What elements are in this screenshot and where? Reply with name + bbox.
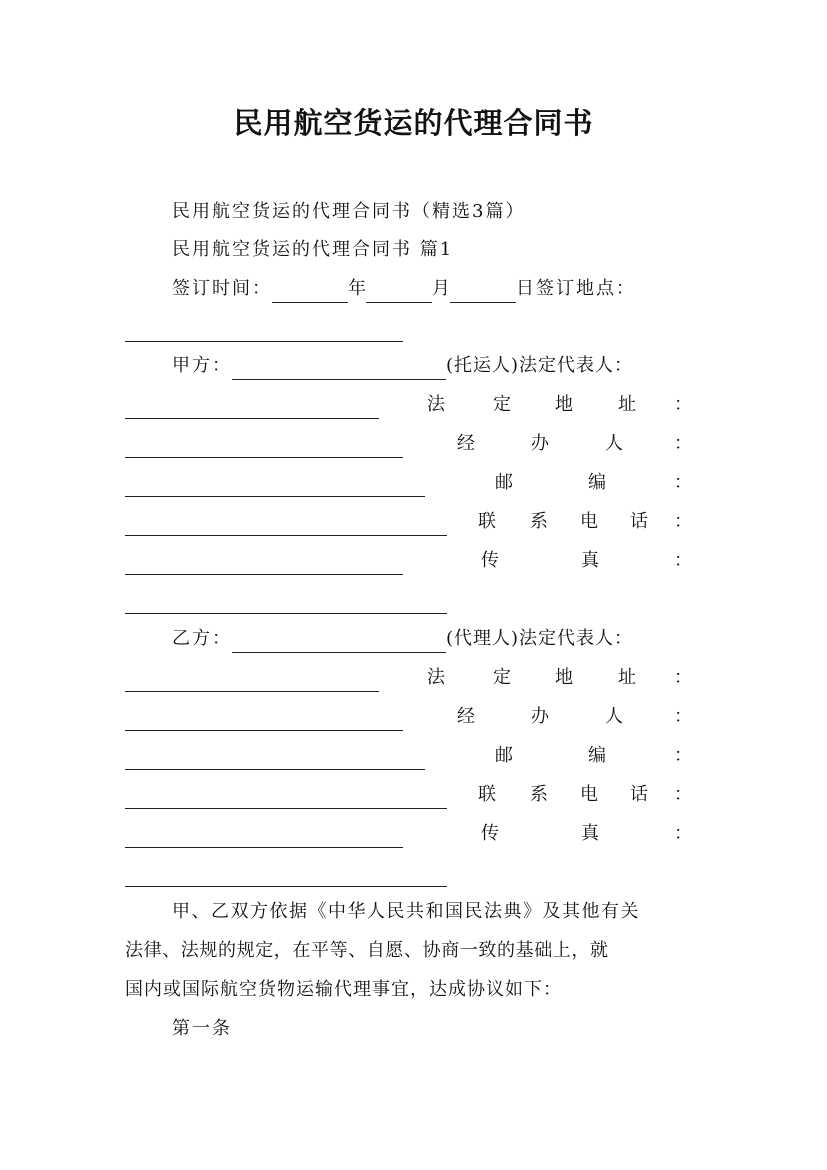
- char: 址: [618, 667, 636, 688]
- blank: [125, 554, 403, 575]
- char: 定: [493, 394, 511, 415]
- colon: ：: [674, 706, 692, 727]
- party-b-address-line: [125, 664, 700, 692]
- blank: [125, 866, 447, 887]
- blank: [125, 476, 425, 497]
- party-a-line: [172, 352, 700, 380]
- place-blank: [125, 321, 403, 342]
- colon: ：: [674, 667, 692, 688]
- char: 编: [588, 745, 606, 766]
- char: 人: [605, 706, 623, 727]
- party-b-postcode-line: [125, 742, 700, 770]
- signing-place-line: [125, 314, 700, 342]
- blank: [125, 749, 425, 770]
- blank: [125, 437, 403, 458]
- section-heading: 民用航空货运的代理合同书 篇1: [172, 239, 454, 260]
- char: 编: [588, 472, 606, 493]
- char: 法: [427, 394, 445, 415]
- blank: [125, 398, 379, 419]
- char: 地: [555, 394, 573, 415]
- colon: ：: [674, 784, 692, 805]
- party-b-handler-line: [125, 703, 700, 731]
- char: 办: [531, 433, 549, 454]
- party-b-fax-line: [125, 820, 700, 848]
- body-line-3: 国内或国际航空货物运输代理事宜，达成协议如下：: [125, 979, 562, 1000]
- day-blank: [450, 282, 516, 303]
- day-place-label: 日签订地点：: [516, 278, 636, 299]
- char: 办: [531, 706, 549, 727]
- char: 真: [581, 550, 599, 571]
- char: 系: [530, 784, 548, 805]
- blank: [125, 671, 379, 692]
- char: 经: [457, 706, 475, 727]
- party-a-name-blank: [232, 359, 446, 380]
- party-b-label: 乙方：: [172, 628, 232, 649]
- char: 邮: [495, 745, 513, 766]
- document-title: 民用航空货运的代理合同书: [233, 106, 594, 140]
- blank: [125, 515, 447, 536]
- party-a-label: 甲方：: [172, 355, 232, 376]
- char: 系: [530, 511, 548, 532]
- blank: [125, 827, 403, 848]
- colon: ：: [674, 511, 692, 532]
- party-a-role: (托运人)法定代表人：: [446, 355, 634, 376]
- body-line-1: 甲、乙双方依据《中华人民共和国民法典》及其他有关: [172, 901, 640, 922]
- subtitle: 民用航空货运的代理合同书（精选3篇）: [172, 201, 526, 222]
- year-label: 年: [348, 278, 366, 299]
- blank: [125, 593, 447, 614]
- party-a-postcode-line: [125, 469, 700, 497]
- party-b-name-blank: [232, 632, 446, 653]
- party-b-role: (代理人)法定代表人：: [446, 628, 634, 649]
- party-a-fax-blank-line: [125, 586, 700, 614]
- char: 定: [493, 667, 511, 688]
- char: 邮: [495, 472, 513, 493]
- party-b-fax-blank-line: [125, 859, 700, 887]
- month-label: 月: [432, 278, 450, 299]
- month-blank: [366, 282, 432, 303]
- char: 址: [618, 394, 636, 415]
- party-b-phone-line: [125, 781, 700, 809]
- party-a-handler-line: [125, 430, 700, 458]
- char: 传: [481, 550, 499, 571]
- party-a-address-line: [125, 391, 700, 419]
- article-1-heading: 第一条: [172, 1018, 232, 1039]
- party-a-phone-line: [125, 508, 700, 536]
- year-blank: [272, 282, 348, 303]
- char: 联: [478, 784, 496, 805]
- colon: ：: [674, 745, 692, 766]
- colon: ：: [674, 823, 692, 844]
- colon: ：: [674, 394, 692, 415]
- blank: [125, 788, 447, 809]
- char: 话: [630, 511, 648, 532]
- char: 法: [427, 667, 445, 688]
- char: 联: [478, 511, 496, 532]
- char: 电: [580, 784, 598, 805]
- char: 经: [457, 433, 475, 454]
- char: 地: [555, 667, 573, 688]
- colon: ：: [674, 472, 692, 493]
- party-b-line: [172, 625, 700, 653]
- char: 话: [630, 784, 648, 805]
- signing-time-label: 签订时间：: [172, 278, 272, 299]
- colon: ：: [674, 433, 692, 454]
- blank: [125, 710, 403, 731]
- signing-line: [172, 275, 700, 303]
- colon: ：: [674, 550, 692, 571]
- char: 传: [481, 823, 499, 844]
- body-line-2: 法律、法规的规定，在平等、自愿、协商一致的基础上，就: [125, 940, 609, 961]
- char: 真: [581, 823, 599, 844]
- party-a-fax-line: [125, 547, 700, 575]
- char: 电: [580, 511, 598, 532]
- char: 人: [605, 433, 623, 454]
